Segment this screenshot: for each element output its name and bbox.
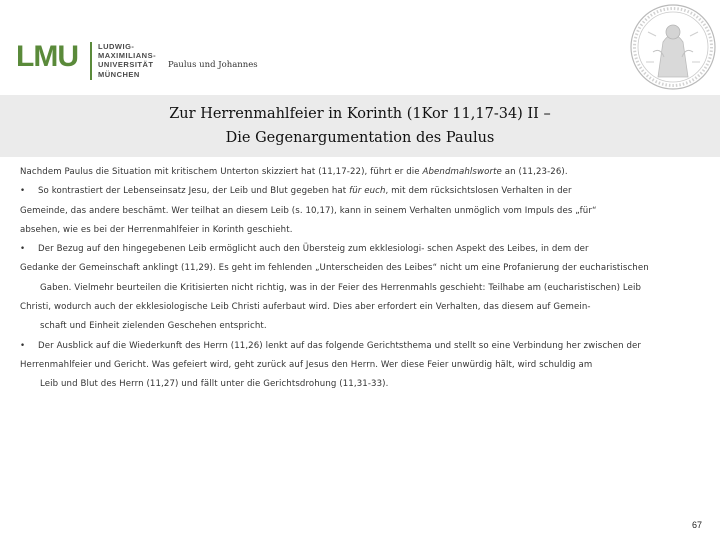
bullet-1-line: [20, 182, 700, 201]
logo-line: MAXIMILIANS-: [98, 51, 157, 61]
bullet-icon: •: [20, 244, 26, 255]
bullet-1-italic-text: für euch: [349, 186, 386, 197]
page-number: 67: [691, 520, 702, 530]
slide-header: [0, 0, 720, 95]
logo-line: MÜNCHEN: [98, 69, 140, 79]
bullet-3-line: Herrenmahlfeier und Gericht. Was gefeiert wird, geht zurück auf Jesus den Herrn. Wer diese Feier unwürdig hält, wird schuldig am: [20, 359, 593, 370]
lmu-logo: [12, 36, 172, 88]
bullet-1-text: So kontrastiert der Lebenseinsatz Jesu, der Leib und Blut gegeben hat: [38, 186, 350, 197]
bullet-1-line: absehen, wie es bei der Herrenmahlfeier in Korinth geschieht.: [20, 224, 293, 235]
logo-divider: [90, 42, 92, 80]
bullet-2-text: Der Bezug auf den hingegebenen Leib ermöglicht auch den Übersteig zum ekklesiologi- schen Aspekt des Leibes, in dem der: [38, 244, 589, 255]
bullet-3-line: [20, 337, 700, 356]
bullet-icon: •: [20, 186, 26, 197]
intro-text: Nachdem Paulus die Situation mit kritischem Unterton skizziert hat (11,17-22), führt er die: [20, 167, 423, 177]
bullet-2-line: schaft und Einheit zielenden Geschehen entspricht.: [40, 321, 267, 332]
header-title: Paulus und Johannes: [168, 60, 258, 70]
intro-paragraph: [20, 163, 700, 182]
bullet-2-line: [20, 240, 700, 259]
bullet-3-line: Leib und Blut des Herrn (11,27) und fällt unter die Gerichtsdrohung (11,31-33).: [40, 379, 389, 390]
bullet-3-text: Der Ausblick auf die Wiederkunft des Herrn (11,26) lenkt auf das folgende Gerichtsthema und stellt so eine Verbindung her zwischen der: [38, 340, 642, 351]
bullet-1-text-end: , mit dem rücksichtslosen Verhalten in der: [385, 186, 572, 197]
bullet-icon: •: [20, 340, 26, 351]
bullet-2-line: Gaben. Vielmehr beurteilen die Kritisierten nicht richtig, was in der Feier des Herrenmahls geschieht: Teilhabe am (eucharistischen) Leib: [40, 282, 642, 293]
logo-text: [98, 42, 156, 79]
bullet-2-line: Christi, wodurch auch der ekklesiologische Leib Christi auferbaut wird. Dies aber erfordert ein Verhalten, das diesem auf Gemein-: [20, 302, 591, 313]
intro-italic-text: Abendmahlsworte: [422, 167, 502, 177]
bullet-1-line: Gemeinde, das andere beschämt. Wer teilhat an diesem Leib (s. 10,17), kann in seinem Verhalten unmöglich vom Impuls des „für“: [20, 205, 597, 216]
university-seal-icon: [618, 2, 718, 92]
logo-mark: LMU: [16, 40, 78, 73]
slide-content: [20, 163, 700, 395]
bullet-2-line: Gedanke der Gemeinschaft anklingt (11,29). Es geht im fehlenden „Unterscheiden des Leibes“ nicht um eine Profanierung der eucharistischen: [20, 263, 649, 274]
slide-title-line1: Zur Herrenmahlfeier in Korinth (1Kor 11,17-34) II –: [169, 106, 551, 122]
logo-line: LUDWIG-: [98, 42, 135, 51]
logo-line: UNIVERSITÄT: [98, 60, 154, 70]
intro-text-end: an (11,23-26).: [501, 167, 568, 177]
slide-title: [0, 102, 720, 150]
slide-title-line2: Die Gegenargumentation des Paulus: [225, 130, 495, 146]
